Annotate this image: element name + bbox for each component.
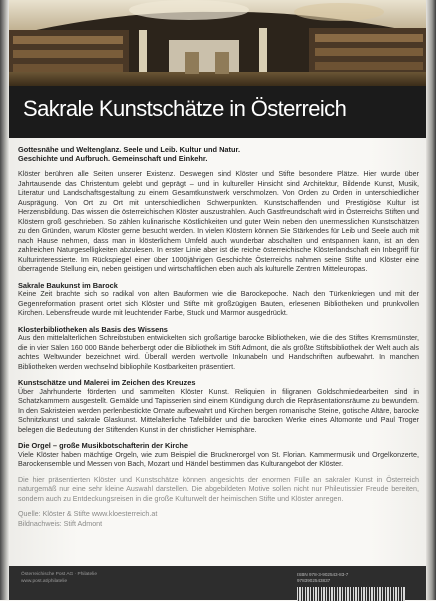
isbn-block [297, 572, 417, 601]
section-heading-bibliotheken: Klosterbibliotheken als Basis des Wissens [18, 324, 168, 334]
section-heading-baukunst: Sakrale Baukunst im Barock [18, 280, 118, 290]
page-edge-right [426, 0, 436, 600]
section-heading-kunstschaetze: Kunstschätze und Malerei im Zeichen des Kreuzes [18, 378, 196, 388]
closing-paragraph: Die hier präsentierten Klöster und Kunstschätze können angesichts der enormen Fülle an sakraler Kunst in Österreich naturgemäß nur eine sehr kleine Auswahl darstellen. Die abgebildeten Motive sollen nicht nur Phileutissier Freude bereiten, sondern auch zu Entdeckungsreisen in die große Kulturwelt der heimischen Stifte und Klöster anregen. [18, 475, 419, 503]
barcode-image [297, 587, 405, 601]
photo-credit-line: Bildnachweis: Stift Admont [18, 519, 103, 528]
library-photo-illustration [9, 0, 426, 86]
paragraph-main: Klöster berühren alle Seiten unserer Existenz. Deswegen sind Klöster und Stifte besondere Plätze. Hier wurde über Jahrtausende das Christentum gelebt und geprägt – und in kultureller Hinsicht sind Architektur, Bildende Kunst, Musik, Literatur und Landschaftsgestaltung zu einem Gesamtkunstwerk verschmolzen. Von Orden zu Orden in unterschiedlicher Ausprägung. Von Ort zu Ort mit unterschiedlichen Schwerpunkten. Kunstschaffenden und Prestigiöse Kultur ist Herzensbildung. Das wissen die österreichischen Klöster auszustrahlen. Auch Gastfreundschaft wird in Österreichs Stiften und Klöstern groß geschrieben. So zählen kulinarische Köstlichkeiten und guter Wein neben den unermesslichen Kunstschätzen zu den Gründen, warum Klöster gerne besucht werden. In vielen Klöstern können Sie Stärkendes für Leib und Seele auch mit nach Hause nehmen, dass man in klösterlichem Umfeld auch wunderbar abschalten und entspannen kann, ist an den zahlreichen Naturgeselligkeiten abzulesen. In erster Linie aber ist die reiche österreichische Klösterlandschaft ein Inbegriff für Kulturinteressierte. Im Rückspiegel einer über 1000jährigen Geschichte Österreichs nahmen seine Stifte und Klöster eine überragende Stellung ein, neben geistigen und wirtschaftlichen eben auch als kulturelle Zentren Mitteleuropas. [18, 170, 419, 274]
intro-line-2: Geschichte und Aufbruch. Gemeinschaft und Einkehr. [18, 154, 208, 164]
intro-line-1: Gottesnähe und Weltenglanz. Seele und Leib. Kultur und Natur. [18, 145, 241, 154]
article-body [18, 145, 419, 529]
title-band [9, 86, 426, 138]
library-photo [9, 0, 426, 86]
isbn-code: 9783902543837 [297, 578, 331, 583]
isbn-label: ISBN 978-3-902543-83-7 [297, 572, 349, 577]
page-title: Sakrale Kunstschätze in Österreich [23, 96, 347, 121]
footer-line-2: www.post.at/philatelie [21, 578, 68, 584]
footer-line-1: Österreichische Post AG · Philatelie [21, 572, 97, 577]
page-edge-left [0, 0, 9, 600]
section-body-baukunst: Keine Zeit brachte sich so radikal von alten Bauformen wie die Barockepoche. Nach den Türkenkriegen und mit der Gegenreformation prasent ortet sich Klöster und Stifte mit großzügigen Bauten, erlesenen Bibliotheken und prunkvollen Kirchen. Lebensfreude wurde mit leuchtender Farbe, Stuck und Marmor ausgedrückt. [18, 290, 419, 318]
section-body-kunstschaetze: Über Jahrhunderte förderten und sammelten Klöster Kunst. Reliquien in filigranen Goldschmiedearbeiten sind in Schatzkammern ausgestellt. Gemälde und Tapisserien sind einem Kündigung durch die Repräsentationsräume zu bewundern. In den Sakristeien werden perlenbestickte Ornate aufbewahrt und Kirchen bergen romanische Steine, gotische Altäre, barocke Schnitzkunst und sakrale Glaskunst. Mittelalterliche Tafelbilder und die barocken Werke eines Altomonte und Paul Troger belegen die Bedeutung der Stiftenden Kunst in der christlicher Hemisphäre. [18, 387, 419, 434]
source-line: Quelle: Klöster & Stifte www.kloesterreich.at [18, 510, 158, 519]
section-heading-orgel: Die Orgel – große Musikbotschafterin der Kirche [18, 441, 189, 451]
footer-band [9, 566, 426, 600]
section-body-orgel: Viele Klöster haben mächtige Orgeln, wie zum Beispiel die Brucknerorgel von St. Florian. Kammermusik und Orgelkonzerte, Barockensemble und Messen von Bach, Mozart und Händel bestimmen das Kulturangebot der Klöster. [18, 450, 419, 469]
section-body-bibliotheken: Aus den mittelalterlichen Schreibstuben entwickelten sich großartige barocke Bibliotheken, wie die des Stiftes Kremsmünster, die in vier Sälen 160 000 Bände beherbergt oder die Bibliothek im Stift Admont, die als größte Stiftsbibliothek der Welt auch als achtes Weltwunder bezeichnet wird. Überall werden wertvolle Inkunabeln und Handschriften aufbewahrt. In manchen Bibliotheken werden wechselnd bibliophile Kostbarkeiten präsentiert. [18, 334, 419, 371]
footer-text [21, 572, 97, 585]
